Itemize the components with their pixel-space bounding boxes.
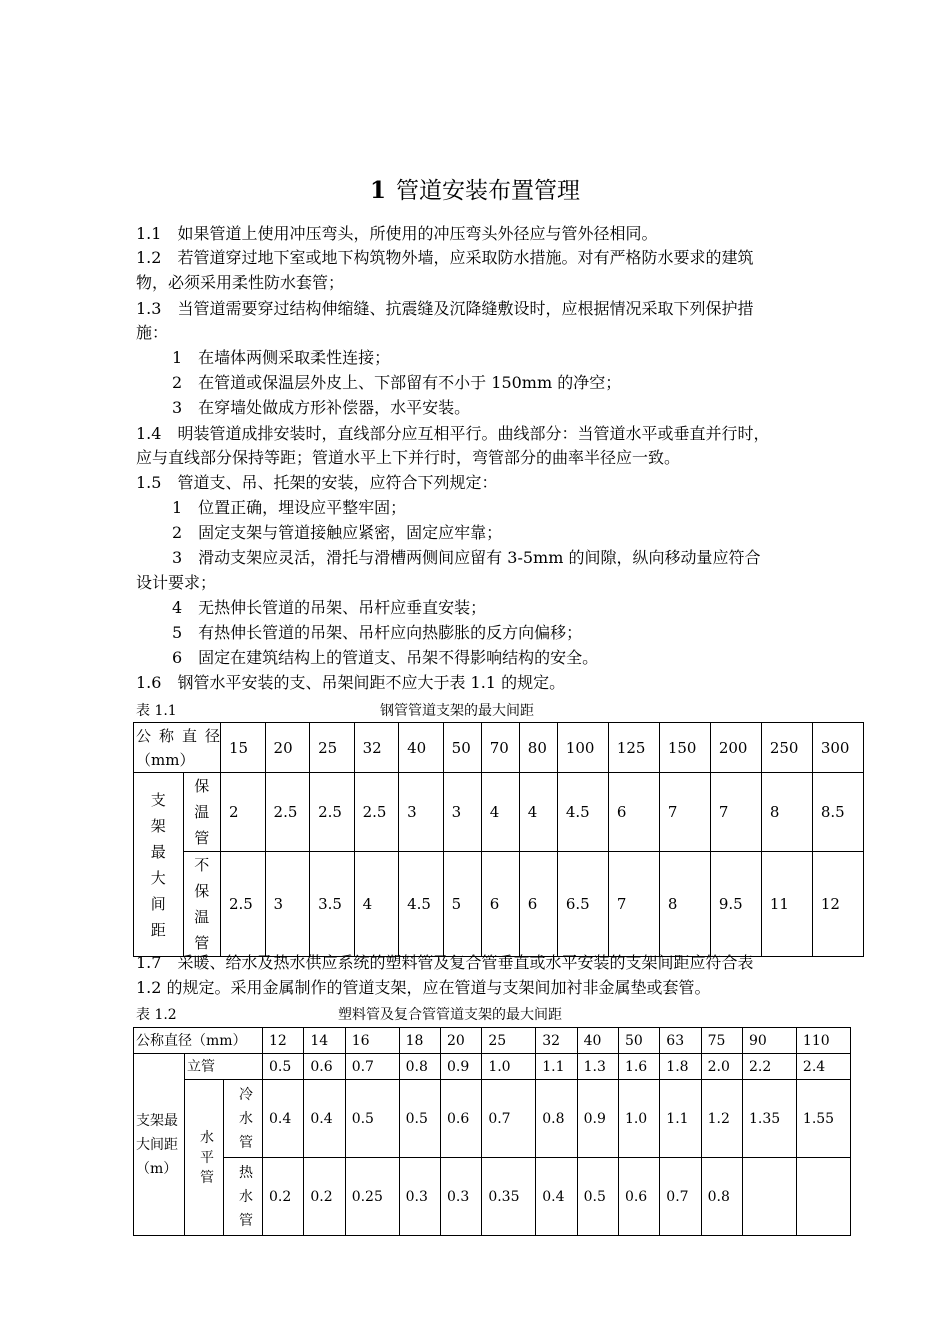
- title-number: 1: [369, 177, 386, 204]
- paragraph: 设计要求；: [136, 573, 217, 592]
- table2-diameter: 14: [304, 1028, 345, 1054]
- table2-cell: 1.0: [482, 1054, 536, 1080]
- paragraph: 1.3 当管道需要穿过结构伸缩缝、抗震缝及沉降缝敷设时，应根据情况采取下列保护措: [136, 299, 754, 318]
- list-item: 1 位置正确，埋设应平整牢固；: [172, 498, 407, 517]
- table2-diameter: 63: [660, 1028, 701, 1054]
- table2-cell: 0.6: [304, 1054, 345, 1080]
- list-item: 6 固定在建筑结构上的管道支、吊架不得影响结构的安全。: [172, 648, 599, 667]
- table1-diameter: 20: [265, 723, 310, 773]
- table2-horizontal-label: 水 平 管: [185, 1080, 224, 1236]
- list-item: 3 滑动支架应灵活，滑托与滑槽两侧间应留有 3-5mm 的间隙，纵向移动量应符合: [172, 548, 761, 567]
- table1-diameter: 125: [608, 723, 659, 773]
- paragraph: 1.7 采暖、给水及热水供应系统的塑料管及复合管垂直或水平安装的支架间距应符合表: [136, 953, 754, 972]
- table2-cell: 0.7: [660, 1158, 701, 1236]
- table2-cell: 0.5: [399, 1080, 440, 1158]
- table1-diameter: 50: [443, 723, 481, 773]
- table2-cell: 0.4: [536, 1158, 577, 1236]
- table2-diameter: 16: [345, 1028, 399, 1054]
- table2-cell: 0.7: [345, 1054, 399, 1080]
- table2-diameter: 75: [701, 1028, 742, 1054]
- page-title: [0, 176, 950, 206]
- table2-cell: 0.7: [482, 1080, 536, 1158]
- table2-cell: 0.4: [304, 1080, 345, 1158]
- table2-cell: 0.9: [577, 1080, 618, 1158]
- table1-diameter: 80: [519, 723, 557, 773]
- table-steel-pipe-support-spacing: [133, 722, 864, 957]
- table2-diameter: 20: [440, 1028, 481, 1054]
- table2-cell: 0.8: [701, 1158, 742, 1236]
- table2-cell: 1.2: [701, 1080, 742, 1158]
- table1-diameter: 150: [659, 723, 710, 773]
- table1-diameter: 32: [354, 723, 399, 773]
- table1-cell: 11: [761, 852, 812, 957]
- table2-label: 表 1.2: [136, 1007, 177, 1023]
- table2-cell: 0.6: [618, 1158, 659, 1236]
- table2-diameter: 18: [399, 1028, 440, 1054]
- table2-cell: 0.9: [440, 1054, 481, 1080]
- table2-cell: 1.0: [618, 1080, 659, 1158]
- paragraph: 应与直线部分保持等距；管道水平上下并行时，弯管部分的曲率半径应一致。: [136, 448, 681, 467]
- table1-cell: 3: [265, 852, 310, 957]
- table1-diameter: 15: [221, 723, 266, 773]
- table1-cell: 4: [519, 773, 557, 852]
- table2-cell: 0.6: [440, 1080, 481, 1158]
- table2-cell: 0.5: [345, 1080, 399, 1158]
- table2-cell: 2.2: [742, 1054, 796, 1080]
- table1-diameter: 70: [481, 723, 519, 773]
- table1-diameter: 250: [761, 723, 812, 773]
- table2-cell: 1.3: [577, 1054, 618, 1080]
- table2-cell: 1.6: [618, 1054, 659, 1080]
- table2-diameter: 25: [482, 1028, 536, 1054]
- table2-cell: 2.0: [701, 1054, 742, 1080]
- table1-cell: 8: [659, 852, 710, 957]
- list-item: 2 固定支架与管道接触应紧密，固定应牢靠；: [172, 523, 503, 542]
- table2-diameter: 12: [263, 1028, 304, 1054]
- table1-cell: 6: [481, 852, 519, 957]
- table1-row-group: 支 架 最 大 间 距: [134, 773, 184, 957]
- table1-cell: 4.5: [557, 773, 608, 852]
- table1-header-label: 公 称 直 径（mm）: [134, 723, 221, 773]
- table1-cell: 9.5: [710, 852, 761, 957]
- table2-cell: 2.4: [796, 1054, 850, 1080]
- table2-cell: 0.2: [263, 1158, 304, 1236]
- table2-cell: 1.1: [536, 1054, 577, 1080]
- table1-diameter: 200: [710, 723, 761, 773]
- table2-cell: 0.2: [304, 1158, 345, 1236]
- table2-row-label: 冷 水 管: [224, 1080, 263, 1158]
- table2-diameter: 40: [577, 1028, 618, 1054]
- table1-cell: 7: [710, 773, 761, 852]
- table2-cell: 0.5: [577, 1158, 618, 1236]
- table2-cell: 0.25: [345, 1158, 399, 1236]
- table1-cell: 6: [519, 852, 557, 957]
- table2-cell: 0.5: [263, 1054, 304, 1080]
- table2-cell: 0.35: [482, 1158, 536, 1236]
- list-item: 2 在管道或保温层外皮上、下部留有不小于 150mm 的净空；: [172, 373, 622, 392]
- title-text: 管道安装布置管理: [396, 178, 580, 204]
- table2-diameter: 110: [796, 1028, 850, 1054]
- paragraph: 1.2 的规定。采用金属制作的管道支架，应在管道与支架间加衬非金属垫或套管。: [136, 978, 711, 997]
- table2-cell: 0.3: [440, 1158, 481, 1236]
- table2-diameter: 32: [536, 1028, 577, 1054]
- list-item: 4 无热伸长管道的吊架、吊杆应垂直安装；: [172, 598, 487, 617]
- table2-cell: 1.35: [742, 1080, 796, 1158]
- list-item: 5 有热伸长管道的吊架、吊杆应向热膨胀的反方向偏移；: [172, 623, 583, 642]
- table2-cell: 1.1: [660, 1080, 701, 1158]
- table-plastic-pipe-support-spacing: [133, 1027, 851, 1236]
- paragraph: 1.6 钢管水平安装的支、吊架间距不应大于表 1.1 的规定。: [136, 673, 566, 692]
- table1-row-label: 保 温 管: [183, 773, 220, 852]
- table1-cell: 4: [481, 773, 519, 852]
- table1-cell: 6.5: [557, 852, 608, 957]
- table2-cell: 0.8: [536, 1080, 577, 1158]
- table2-diameter: 50: [618, 1028, 659, 1054]
- table2-cell: 0.3: [399, 1158, 440, 1236]
- paragraph: 1.5 管道支、吊、托架的安装，应符合下列规定：: [136, 473, 498, 492]
- table1-cell: 5: [443, 852, 481, 957]
- table1-cell: 4: [354, 852, 399, 957]
- table1-caption: 钢管管道支架的最大间距: [380, 703, 534, 719]
- table1-row-label: 不 保 温 管: [183, 852, 220, 957]
- table1-cell: 12: [812, 852, 863, 957]
- table1-cell: 2.5: [310, 773, 355, 852]
- table1-cell: 2.5: [354, 773, 399, 852]
- paragraph: 施：: [136, 323, 169, 342]
- table1-diameter: 300: [812, 723, 863, 773]
- table1-cell: 6: [608, 773, 659, 852]
- table1-diameter: 100: [557, 723, 608, 773]
- table1-cell: 4.5: [399, 852, 444, 957]
- table2-cell: 0.4: [263, 1080, 304, 1158]
- table2-cell: 1.55: [796, 1080, 850, 1158]
- table1-diameter: 40: [399, 723, 444, 773]
- table2-cell: 0.8: [399, 1054, 440, 1080]
- table2-diameter: 90: [742, 1028, 796, 1054]
- table2-header-label: 公称直径（mm）: [134, 1028, 263, 1054]
- table1-cell: 2.5: [265, 773, 310, 852]
- paragraph: 1.4 明装管道成排安装时，直线部分应互相平行。曲线部分：当管道水平或垂直并行时，: [136, 424, 770, 443]
- table1-cell: 8: [761, 773, 812, 852]
- table1-cell: 8.5: [812, 773, 863, 852]
- paragraph: 1.1 如果管道上使用冲压弯头，所使用的冲压弯头外径应与管外径相同。: [136, 224, 658, 243]
- paragraph: 物，必须采用柔性防水套管；: [136, 273, 345, 292]
- table1-cell: 3.5: [310, 852, 355, 957]
- table1-cell: 7: [659, 773, 710, 852]
- table1-label: 表 1.1: [136, 703, 177, 719]
- list-item: 1 在墙体两侧采取柔性连接；: [172, 348, 391, 367]
- table2-cell: [742, 1158, 796, 1236]
- table2-cell: 1.8: [660, 1054, 701, 1080]
- table1-cell: 2: [221, 773, 266, 852]
- table2-caption: 塑料管及复合管管道支架的最大间距: [338, 1007, 562, 1023]
- table1-cell: 7: [608, 852, 659, 957]
- table1-cell: 3: [399, 773, 444, 852]
- table1-cell: 2.5: [221, 852, 266, 957]
- table1-cell: 3: [443, 773, 481, 852]
- table2-row-group: 支架最大间距（m）: [134, 1054, 185, 1236]
- table2-vertical-label: 立管: [185, 1054, 263, 1080]
- paragraph: 1.2 若管道穿过地下室或地下构筑物外墙，应采取防水措施。对有严格防水要求的建筑: [136, 248, 754, 267]
- list-item: 3 在穿墙处做成方形补偿器，水平安装。: [172, 398, 471, 417]
- table1-diameter: 25: [310, 723, 355, 773]
- table2-row-label: 热 水 管: [224, 1158, 263, 1236]
- table2-cell: [796, 1158, 850, 1236]
